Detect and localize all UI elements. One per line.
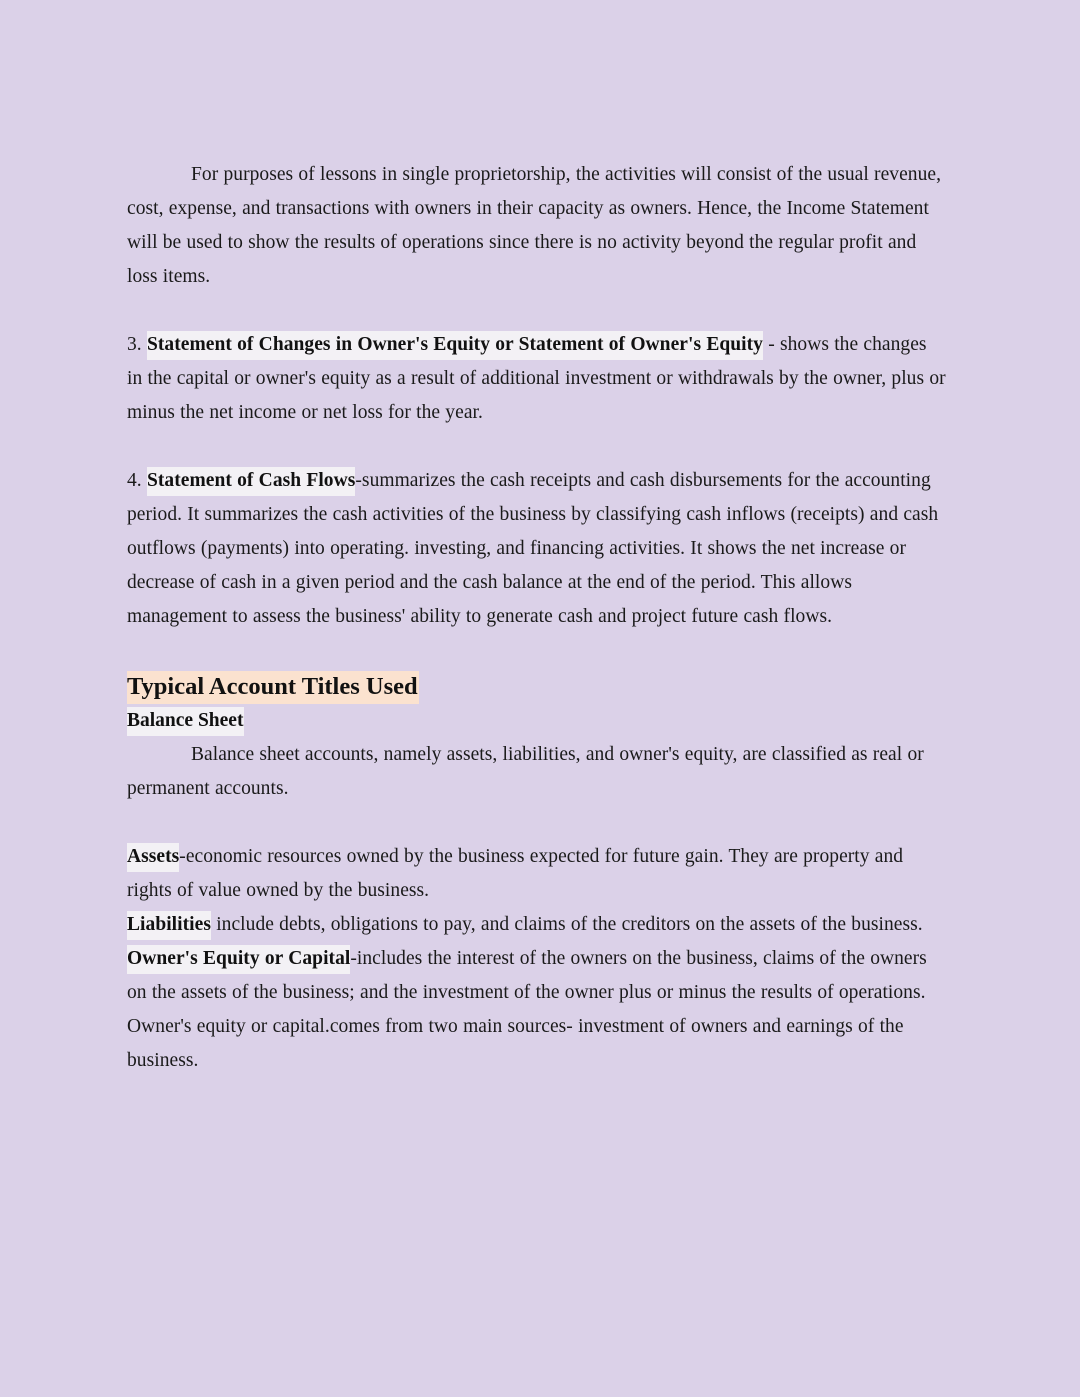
term-definition: -includes the interest of the owners on the business, claims of the owners on the assets of the business; and the investment of the owner plus or minus the results of operations. Owner's equity or capital.comes from two main sources- investment of owners and earnings of the business. — [127, 948, 927, 1071]
item-definition: - shows the changes in the capital or owner's equity as a result of additional investment or withdrawals by the owner, plus or minus the net income or net loss for the year. — [127, 334, 946, 423]
balance-sheet-subheading — [127, 704, 947, 738]
item-statement-of-cash-flows — [127, 464, 947, 634]
item-definition: -summarizes the cash receipts and cash disbursements for the accounting period. It summarizes the cash activities of the business by classifying cash inflows (receipts) and cash outflows (payments) into operating. investing, and financing activities. It shows the net increase or decrease of cash in a given period and the cash balance at the end of the period. This allows management to assess the business' ability to generate cash and project future cash flows. — [127, 470, 939, 627]
item-number: 4. — [127, 470, 142, 491]
document-content — [127, 158, 947, 1078]
term-highlight: Owner's Equity or Capital — [127, 945, 350, 974]
definition-assets — [127, 840, 947, 908]
term-highlight: Liabilities — [127, 911, 211, 940]
item-term-highlight: Statement of Cash Flows — [147, 467, 355, 496]
section-heading-text: Typical Account Titles Used — [127, 671, 419, 704]
balance-sheet-intro: Balance sheet accounts, namely assets, liabilities, and owner's equity, are classified as real or permanent accounts. — [127, 744, 924, 799]
spacer — [127, 430, 947, 464]
item-number: 3. — [127, 334, 142, 355]
definition-liabilities — [127, 908, 947, 942]
account-titles-section — [127, 670, 947, 1078]
spacer — [127, 806, 947, 840]
spacer — [127, 294, 947, 328]
subheading-text: Balance Sheet — [127, 707, 244, 736]
definition-owners-equity — [127, 942, 947, 1078]
item-term-highlight: Statement of Changes in Owner's Equity or Statement of Owner's Equity — [147, 331, 763, 360]
section-heading — [127, 670, 947, 704]
term-definition: include debts, obligations to pay, and claims of the creditors on the assets of the business. — [210, 914, 923, 935]
item-statement-of-owners-equity — [127, 328, 947, 430]
term-highlight: Assets — [127, 843, 179, 872]
term-definition: -economic resources owned by the business expected for future gain. They are property and rights of value owned by the business. — [127, 846, 904, 901]
intro-paragraph: For purposes of lessons in single proprietorship, the activities will consist of the usual revenue, cost, expense, and transactions with owners in their capacity as owners. Hence, the Income Statement will be used to show the results of operations since there is no activity beyond the regular profit and loss items. — [127, 164, 942, 287]
